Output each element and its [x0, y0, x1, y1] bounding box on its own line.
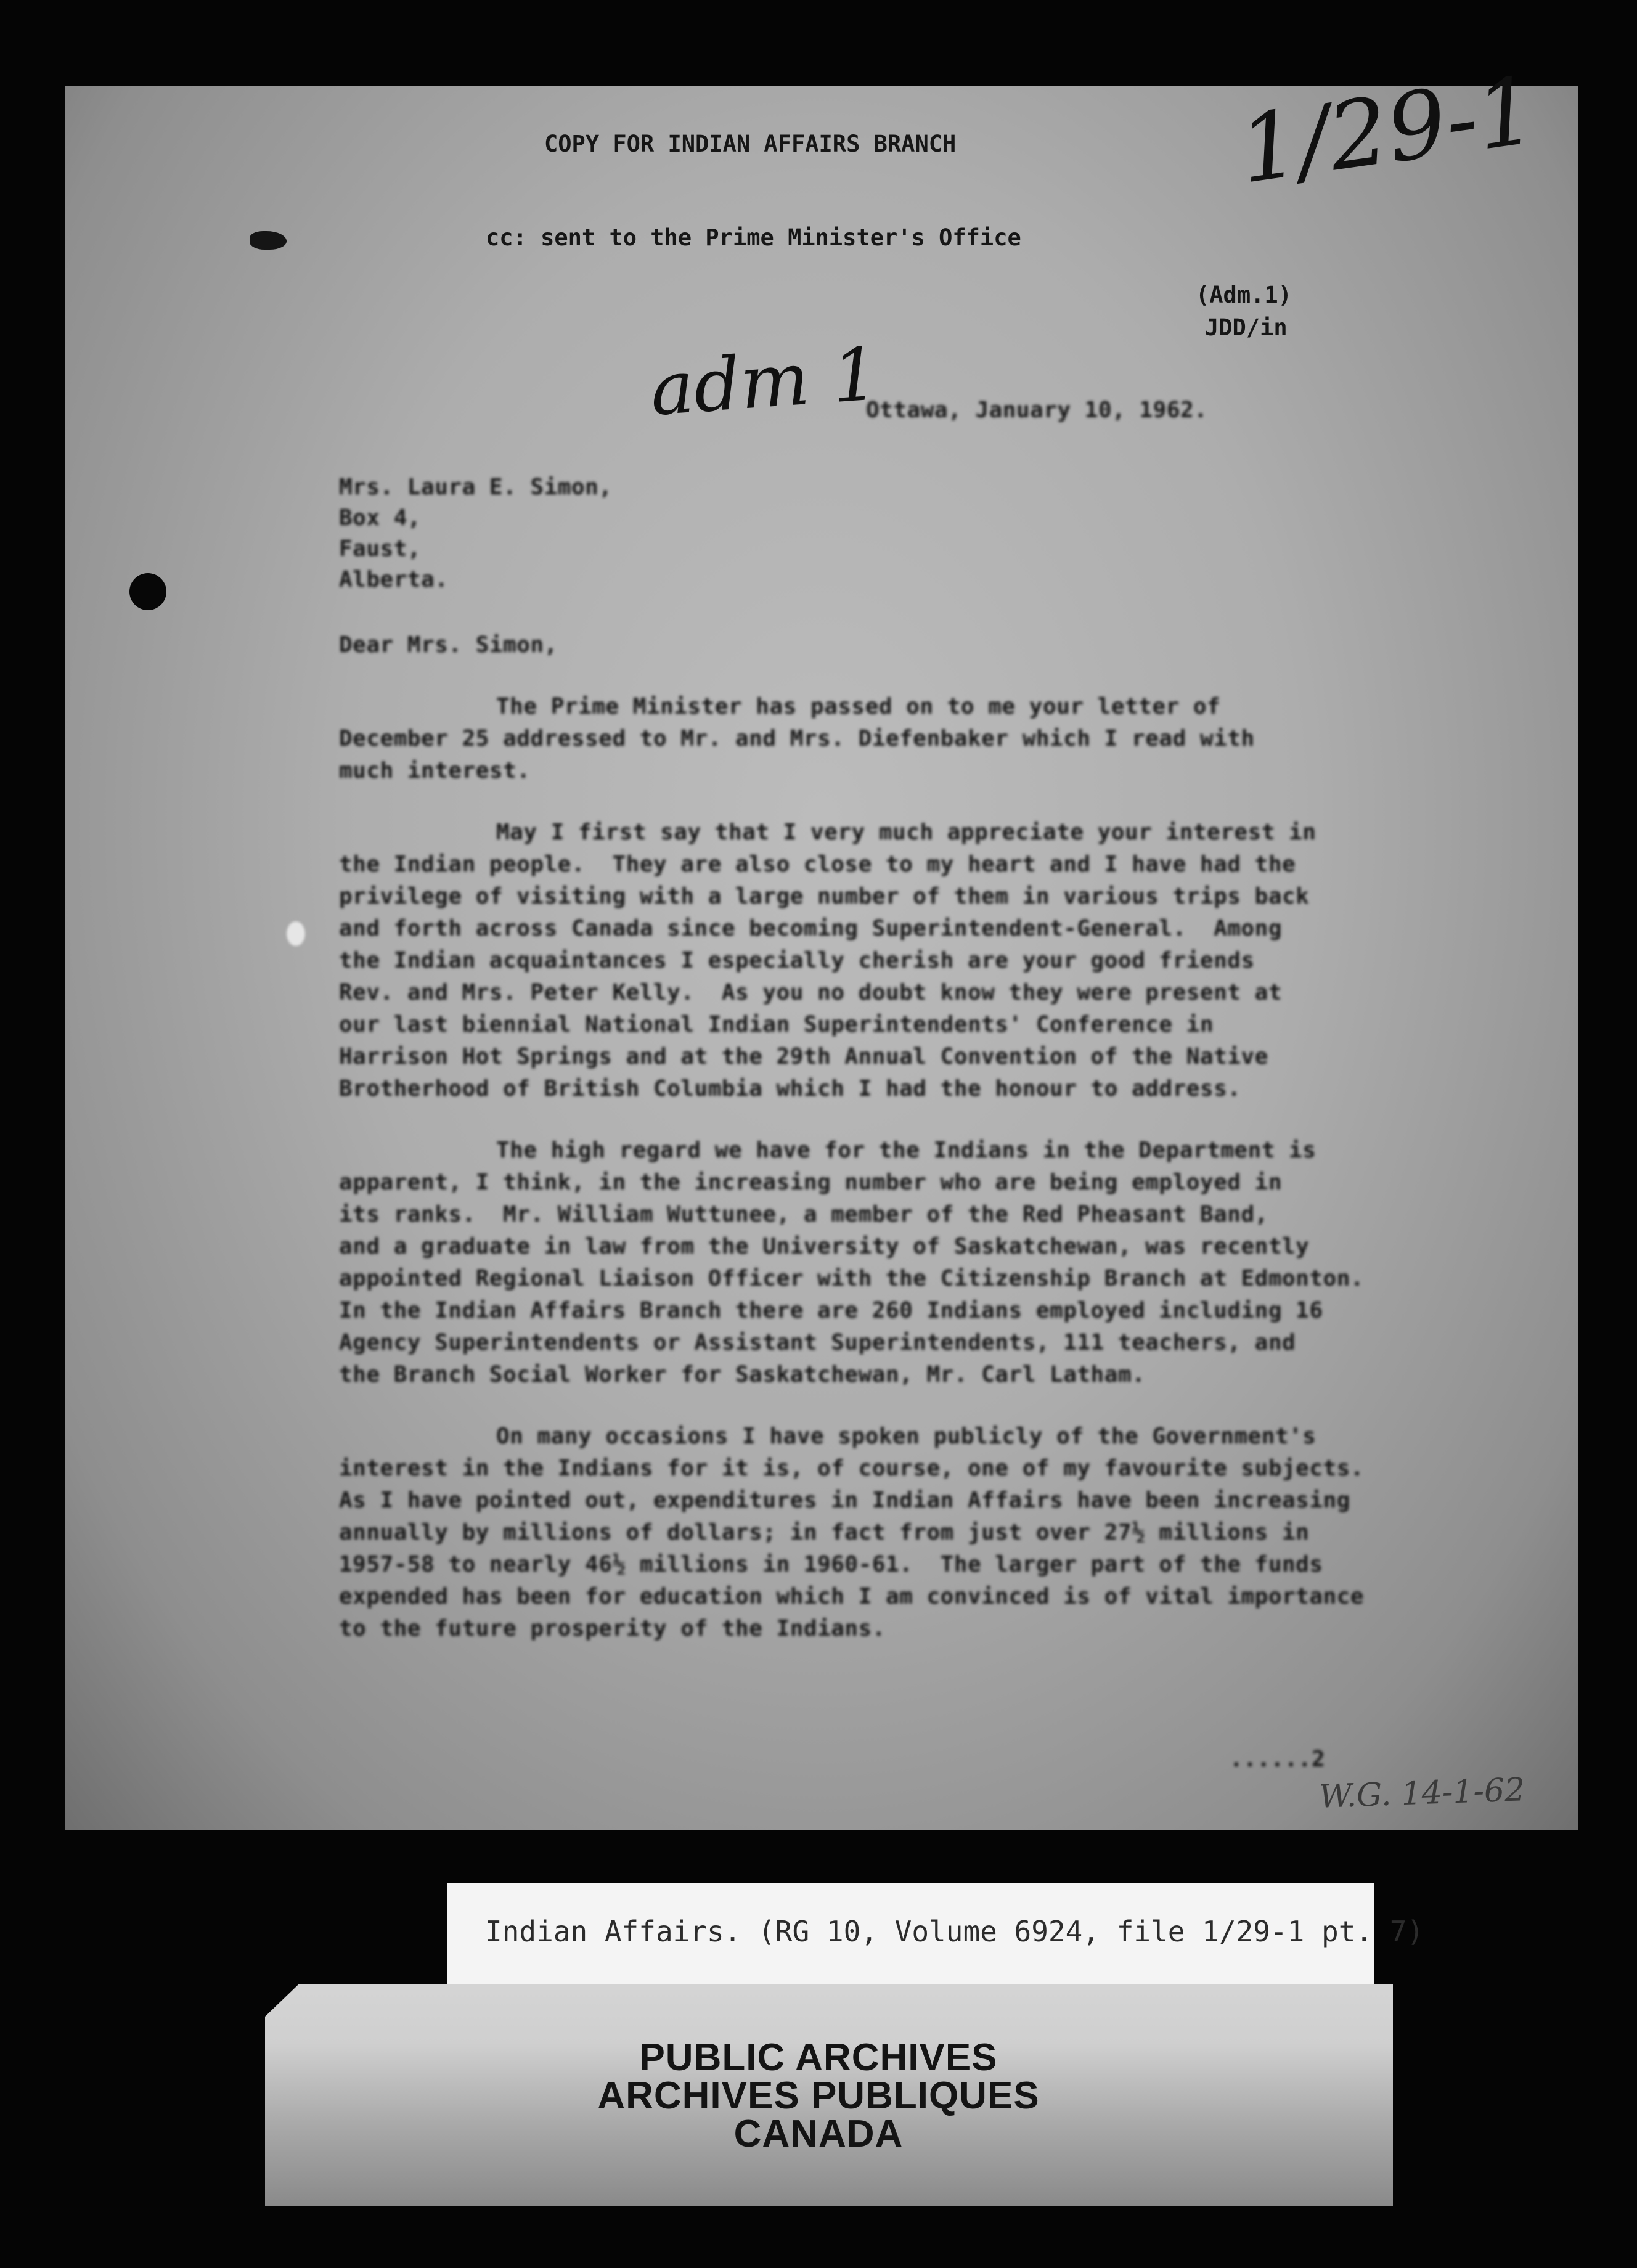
address-line: Faust,: [339, 536, 422, 561]
paragraph-line: 1957-58 to nearly 46½ millions in 1960-61. The larger part of the funds: [339, 1552, 1323, 1577]
paragraph-line: Rev. and Mrs. Peter Kelly. As you no doubt know they were present at: [339, 980, 1282, 1005]
archive-stamp-line: PUBLIC ARCHIVES: [639, 2036, 998, 2079]
paragraph-line: December 25 addressed to Mr. and Mrs. Diefenbaker which I read with: [339, 726, 1255, 751]
paragraph-line: interest in the Indians for it is, of course, one of my favourite subjects.: [339, 1456, 1365, 1481]
archive-stamp-line: CANADA: [733, 2113, 904, 2155]
paragraph-line: annually by millions of dollars; in fact from just over 27½ millions in: [339, 1520, 1310, 1545]
paragraph-line: appointed Regional Liaison Officer with the Citizenship Branch at Edmonton.: [339, 1266, 1365, 1291]
paragraph-line: and a graduate in law from the University of Saskatchewan, was recently: [339, 1234, 1310, 1259]
paragraph-line: much interest.: [339, 758, 531, 783]
paragraph-line: to the future prosperity of the Indians.: [339, 1616, 886, 1641]
file-ref-adm: (Adm.1): [1196, 282, 1292, 308]
handwritten-file-number: 1/29-1: [1233, 57, 1543, 205]
archive-reference-text: Indian Affairs. (RG 10, Volume 6924, file 1/29-1 pt. 7): [485, 1915, 1424, 1948]
cc-line: cc: sent to the Prime Minister's Office: [486, 224, 1021, 251]
paragraph-line: the Branch Social Worker for Saskatchewan, Mr. Carl Latham.: [339, 1362, 1146, 1387]
paragraph-line: Harrison Hot Springs and at the 29th Annual Convention of the Native: [339, 1044, 1268, 1069]
address-line: Mrs. Laura E. Simon,: [339, 475, 613, 500]
letter-date: Ottawa, January 10, 1962.: [866, 398, 1208, 423]
continuation-marker: ......2: [1230, 1747, 1326, 1772]
address-line: Alberta.: [339, 567, 449, 592]
paragraph-line: privilege of visiting with a large number of them in various trips back: [339, 884, 1310, 909]
paragraph-line: expended has been for education which I am convinced is of vital importance: [339, 1584, 1365, 1609]
ink-smudge: [250, 231, 287, 250]
handwritten-adm-note: adm 1: [647, 331, 881, 432]
paragraph-line: apparent, I think, in the increasing number who are being employed in: [339, 1170, 1282, 1195]
paragraph-line: Brotherhood of British Columbia which I had the honour to address.: [339, 1076, 1241, 1101]
address-line: Box 4,: [339, 505, 422, 531]
file-ref-initials: JDD/in: [1205, 314, 1288, 341]
salutation: Dear Mrs. Simon,: [339, 632, 558, 658]
copy-header: COPY FOR INDIAN AFFAIRS BRANCH: [544, 131, 957, 157]
punch-hole: [129, 573, 166, 610]
paragraph-line: As I have pointed out, expenditures in Indian Affairs have been increasing: [339, 1488, 1350, 1513]
film-spot: [287, 921, 305, 946]
paragraph-line: the Indian people. They are also close to my heart and I have had the: [339, 852, 1296, 877]
paragraph-line: May I first say that I very much appreciate your interest in: [496, 820, 1317, 845]
paragraph-line: The high regard we have for the Indians in the Department is: [496, 1138, 1317, 1163]
letter-page: [65, 57, 1578, 1830]
paragraph-line: Agency Superintendents or Assistant Superintendents, 111 teachers, and: [339, 1330, 1296, 1355]
handwritten-initials: W.G. 14-1-62: [1318, 1771, 1526, 1816]
paragraph-line: its ranks. Mr. William Wuttunee, a member of the Red Pheasant Band,: [339, 1202, 1268, 1227]
paragraph-line: The Prime Minister has passed on to me your letter of: [496, 694, 1221, 719]
paragraph-line: On many occasions I have spoken publicly of the Government's: [496, 1424, 1317, 1449]
paragraph-line: In the Indian Affairs Branch there are 260 Indians employed including 16: [339, 1298, 1323, 1323]
archive-stamp-line: ARCHIVES PUBLIQUES: [597, 2074, 1040, 2117]
archive-reference-label: [447, 1883, 1424, 1985]
paragraph-line: our last biennial National Indian Superintendents' Conference in: [339, 1012, 1214, 1037]
paragraph-line: and forth across Canada since becoming Superintendent-General. Among: [339, 916, 1282, 941]
paragraph-line: the Indian acquaintances I especially cherish are your good friends: [339, 948, 1255, 973]
